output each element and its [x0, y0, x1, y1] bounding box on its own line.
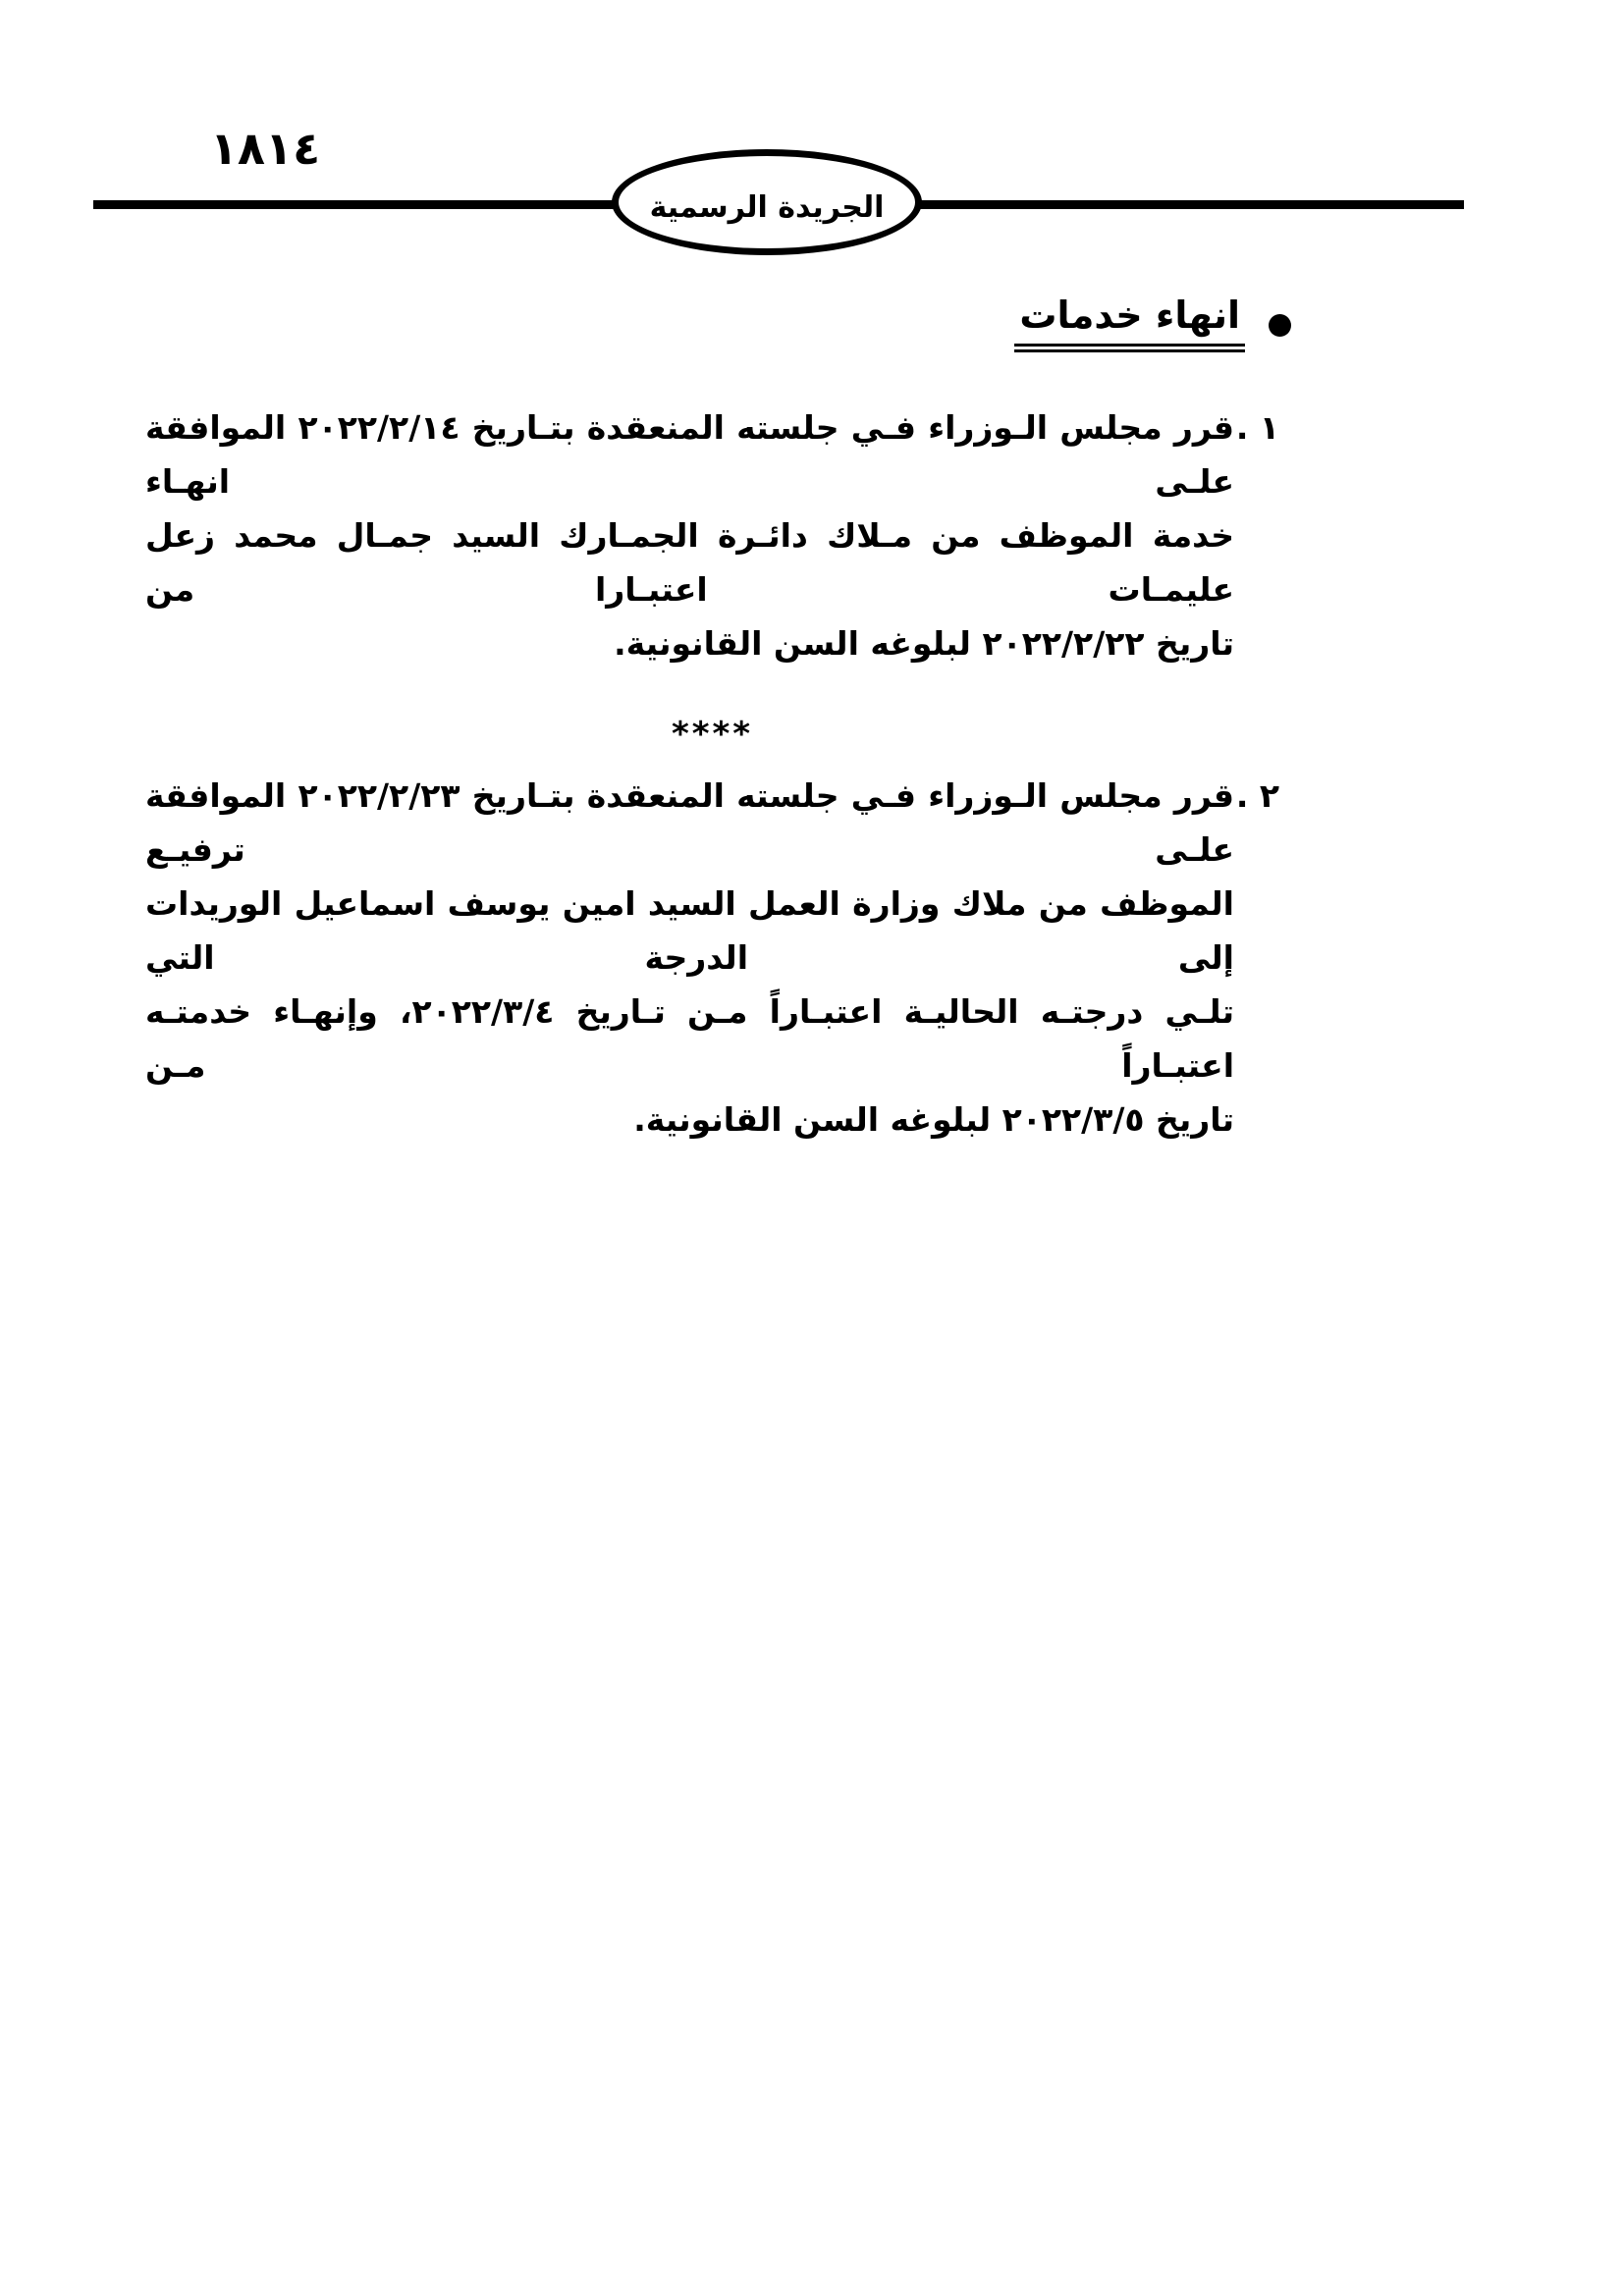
item-text: [145, 769, 1234, 1147]
decision-item-1: [145, 400, 1279, 670]
item-marker: ٢ .: [1235, 776, 1279, 815]
page-number: ١٨١٤: [209, 122, 321, 175]
item-line: خدمة الموظف من مـلاك دائـرة الجمـارك السيد جمـال محمد زعل عليمـات اعتبـارا من: [145, 516, 1234, 609]
section-title: انهاء خدمات: [1014, 295, 1245, 352]
bullet-icon: [1269, 314, 1291, 337]
item-text: [145, 400, 1234, 670]
item-line: تاريخ ٢٠٢٢/٣/٥ لبلوغه السن القانونية.: [633, 1100, 1234, 1139]
item-line: الموظف من ملاك وزارة العمل السيد امين يوسف اسماعيل الوريدات إلى الدرجة التي: [145, 884, 1234, 977]
stars-separator: ****: [671, 715, 754, 754]
item-line: قرر مجلس الـوزراء فـي جلسته المنعقدة بتـاريخ ٢٠٢٢/٢/٢٣ الموافقة علـى ترفيـع: [145, 776, 1234, 869]
item-marker: ١ .: [1235, 408, 1279, 447]
decisions-list: [145, 400, 1279, 1147]
item-line: تاريخ ٢٠٢٢/٢/٢٢ لبلوغه السن القانونية.: [614, 624, 1234, 663]
section-heading: [1014, 295, 1291, 352]
decision-item-2: [145, 769, 1279, 1147]
item-line: قرر مجلس الـوزراء فـي جلسته المنعقدة بتـاريخ ٢٠٢٢/٢/١٤ الموافقة علـى انهـاء: [145, 408, 1234, 501]
item-line: تلـي درجتـه الحاليـة اعتبـاراً مـن تـاريخ ٢٠٢٢/٣/٤، وإنهـاء خدمتـه اعتبـاراً مـن: [145, 992, 1234, 1085]
masthead-title: الجريدة الرسمية: [649, 189, 885, 225]
masthead-oval: [612, 149, 922, 255]
